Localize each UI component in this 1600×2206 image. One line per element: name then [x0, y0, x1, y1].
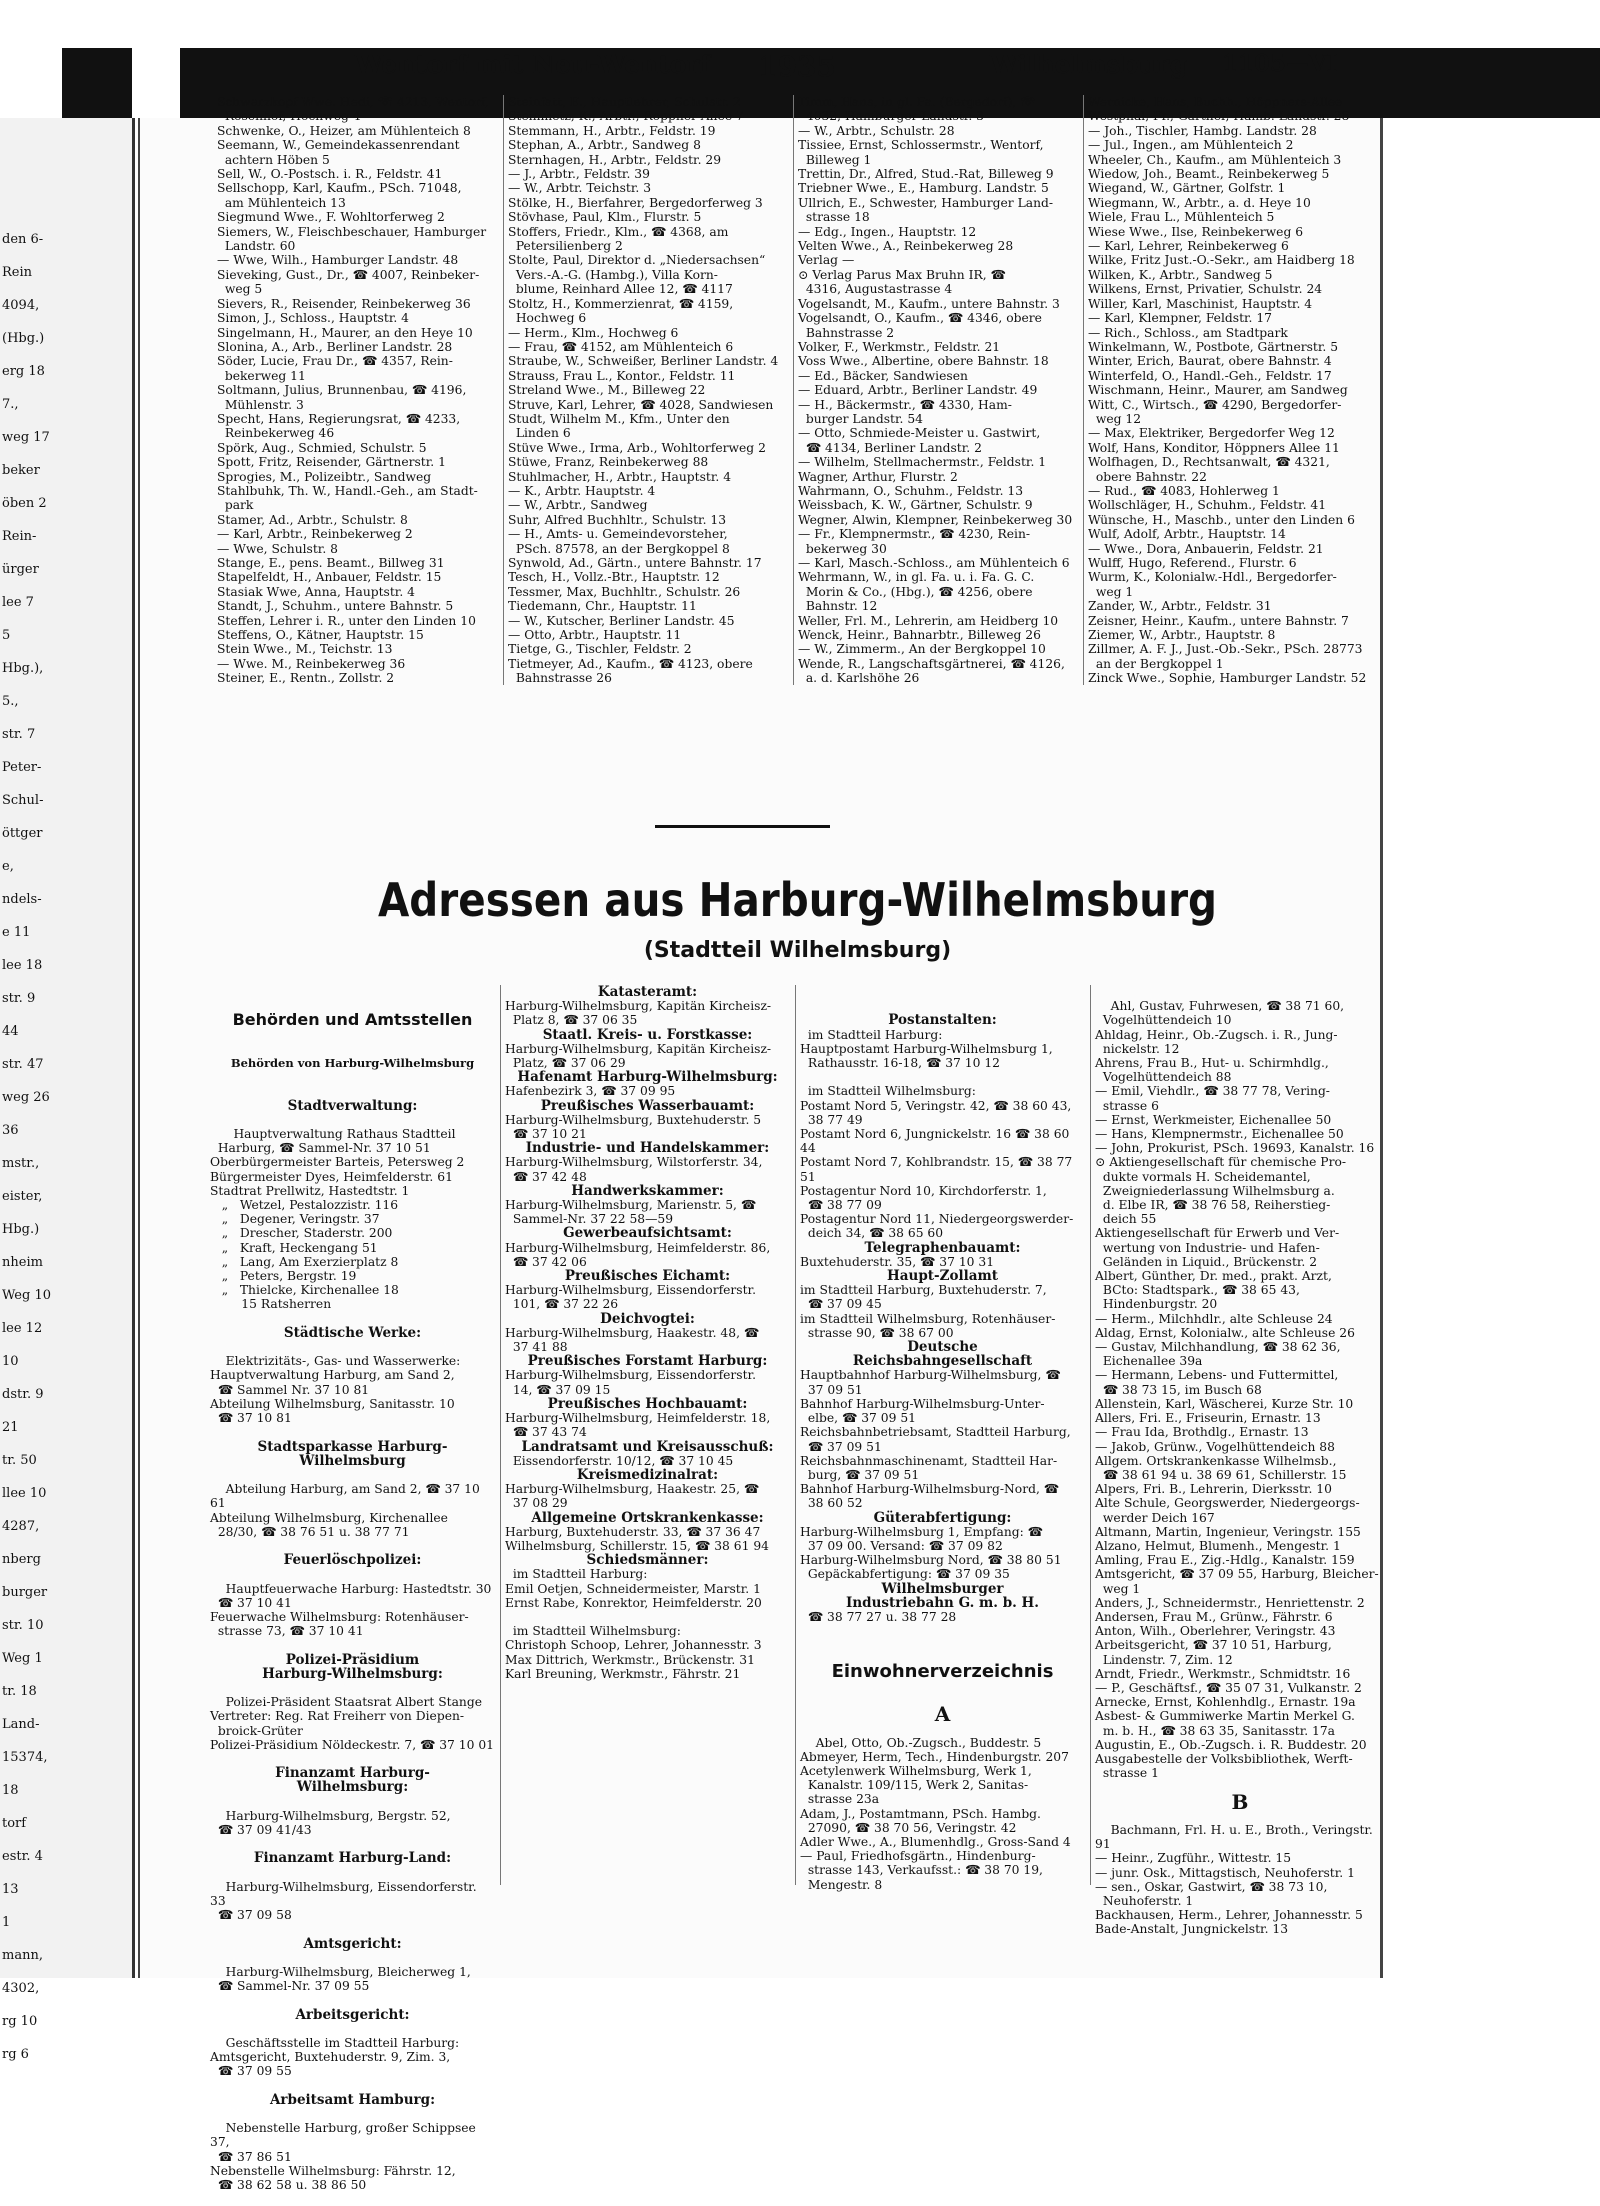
gutter-fragment: nheim	[2, 1255, 43, 1270]
gutter-fragment: 5.,	[2, 694, 19, 709]
entry-block: Nebenstelle Harburg, großer Schippsee 37, ☎ 37 86 51 Nebenstelle Wilhelmsburg: Fährstr. 12, ☎ 38 62 58 u. 38 86 50	[210, 2121, 476, 2193]
gutter-fragment: 4287,	[2, 1519, 40, 1534]
page-header	[220, 50, 1340, 90]
listing-column-1: Schwarzkopf Wwe. Hedi, ☎ 4213, Wentorf, Rosenhof, Hochweg 4 Schwenke, O., Heizer, am Mühlenteich 8 Seemann, W., Gemeindekassenrendant achtern Höben 5 Sell, W., O.-Postsch. i. R., Feldstr. 41 Sellschopp, Karl, Kaufm., PSch. 71048, am Mühlenteich 13 Siegmund Wwe., F. Wohltorferweg 2 Siemers, W., Fleischbeschauer, Hamburger Landstr. 60 — Wwe, Wilh., Hamburger Landstr. 48 Sieveking, Gust., Dr., ☎ 4007, Reinbeker- weg 5 Sievers, R., Reisender, Reinbekerweg 36 Simon, J., Schloss., Hauptstr. 4 Singelmann, H., Maurer, an den Heye 10 Slonina, A., Arb., Berliner Landstr. 28 Söder, Lucie, Frau Dr., ☎ 4357, Rein- bekerweg 11 Soltmann, Julius, Brunnenbau, ☎ 4196, Mühlenstr. 3 Specht, Hans, Regierungsrat, ☎ 4233, Reinbekerweg 46 Spörk, Aug., Schmied, Schulstr. 5 Spott, Fritz, Reisender, Gärtnerstr. 1 Sprogies, M., Polizeibtr., Sandweg Stahlbuhk, Th. W., Handl.-Geh., am Stadt- park Stamer, Ad., Arbtr., Schulstr. 8 — Karl, Arbtr., Reinbekerweg 2 — Wwe, Schulstr. 8 Stange, E., pens. Beamt., Billweg 31 Stapelfeldt, H., Anbauer, Feldstr. 15 Stasiak Wwe, Anna, Hauptstr. 4 Standt, J., Schuhm., untere Bahnstr. 5 Steffen, Lehrer i. R., unter den Linden 10 Steffens, O., Kätner, Hauptstr. 15 Stein Wwe., M., Teichstr. 13 — Wwe. M., Reinbekerweg 36 Steiner, E., Rentn., Zollstr. 2	[217, 95, 489, 686]
entry-block: ☎ 38 77 27 u. 38 77 28	[800, 1609, 957, 1624]
previous-page-edge	[0, 118, 135, 2062]
gutter-fragment: (Hbg.)	[2, 331, 45, 346]
gutter-fragment: ürger	[2, 562, 39, 577]
section-heading: Landratsamt und Kreisausschuß:	[521, 1438, 774, 1455]
entry-block: Hauptbahnhof Harburg-Wilhelmsburg, ☎ 37 09 51 Bahnhof Harburg-Wilhelmsburg-Unter- elbe, ☎ 37 09 51 Reichsbahnbetriebsamt, Stadtteil Harburg, ☎ 37 09 51 Reichsbahnmaschinenamt, Stadtteil Har- burg, ☎ 37 09 51 Bahnhof Harburg-Wilhelmsburg-Nord, ☎ 38 60 52	[800, 1368, 1071, 1511]
section-heading: Feuerlöschpolizei:	[283, 1552, 422, 1569]
gutter-fragment: den 6-	[2, 232, 44, 247]
authorities-column	[210, 985, 495, 2206]
gutter-fragment: lee 7	[2, 595, 34, 610]
resident-entries: Abel, Otto, Ob.-Zugsch., Buddestr. 5 Abmeyer, Herm, Tech., Hindenburgstr. 207 Acetylenwerk Wilhelmsburg, Werk 1, Kanalstr. 109/115, Werk 2, Sanitas- strasse 23a Adam, J., Postamtmann, PSch. Hambg. 27090, ☎ 38 70 56, Veringstr. 42 Adler Wwe., A., Blumenhdlg., Gross-Sand 4 — Paul, Friedhofsgärtn., Hindenburg- strasse 143, Verkaufsst.: ☎ 38 70 19, Mengestr. 8	[800, 1735, 1071, 1892]
entry-block: Harburg-Wilhelmsburg, Kapitän Kircheisz- Platz 8, ☎ 37 06 35	[505, 999, 772, 1028]
resident-entries: Bachmann, Frl. H. u. E., Broth., Veringstr. 91 — Heinr., Zugführ., Wittestr. 15 — junr. Osk., Mittagstisch, Neuhoferstr. 1 — sen., Oskar, Gastwirt, ☎ 38 73 10, Neuhoferstr. 1 Backhausen, Herm., Lehrer, Johannesstr. 5 Bade-Anstalt, Jungnickelstr. 13	[1095, 1822, 1373, 1937]
section-rule	[655, 825, 830, 828]
upper-listing	[215, 95, 1380, 700]
sub-title: (Stadtteil Wilhelmsburg)	[643, 938, 952, 963]
section-heading: Hafenamt Harburg-Wilhelmsburg:	[517, 1069, 778, 1086]
entry-block: Harburg-Wilhelmsburg, Eissendorferstr. 33 ☎ 37 09 58	[210, 1879, 477, 1923]
entry-block: im Stadtteil Harburg, Buxtehuderstr. 7, ☎ 37 09 45 im Stadtteil Wilhelmsburg, Rotenhäuser- strasse 90, ☎ 38 67 00	[800, 1283, 1056, 1340]
entry-block: Harburg-Wilhelmsburg, Kapitän Kircheisz- Platz, ☎ 37 06 29	[505, 1041, 772, 1071]
entry-block: Hauptfeuerwache Harburg: Hastedtstr. 30 ☎ 37 10 41 Feuerwache Wilhelmsburg: Rotenhäuser- strasse 73, ☎ 37 10 41	[210, 1581, 492, 1639]
entry-block: Harburg-Wilhelmsburg, Haakestr. 48, ☎ 37 41 88	[505, 1325, 760, 1355]
section-heading: Schiedsmänner:	[586, 1552, 709, 1569]
gutter-fragment: rg 10	[2, 2014, 38, 2029]
gutter-fragment: burger	[2, 1585, 48, 1600]
column-divider	[503, 95, 504, 685]
letter-heading-a: A	[934, 1702, 951, 1727]
entry-block: Polizei-Präsident Staatsrat Albert Stange Vertreter: Reg. Rat Freiherr von Diepen- broick-Grüter Polizei-Präsidium Nöldeckestr. 7, ☎ 37 10 01	[210, 1695, 494, 1752]
section-heading: Haupt-Zollamt	[887, 1268, 998, 1285]
gutter-fragment: Rein-	[2, 529, 37, 544]
section-heading: Arbeitsgericht:	[295, 2006, 410, 2023]
section-heading: Stadtverwaltung:	[287, 1097, 418, 1114]
gutter-fragment: e,	[2, 859, 14, 874]
film-edge-block	[62, 48, 132, 118]
entry-block: Harburg-Wilhelmsburg, Eissendorferstr. 14, ☎ 37 09 15	[505, 1368, 756, 1397]
entry-block: Geschäftsstelle im Stadtteil Harburg: Amtsgericht, Buxtehuderstr. 9, Zim. 3, ☎ 37 09 55	[210, 2036, 460, 2079]
gutter-fragment: 7.,	[2, 397, 19, 412]
gutter-fragment: 21	[2, 1420, 19, 1435]
section-heading: Finanzamt Harburg- Wilhelmsburg:	[275, 1765, 430, 1796]
gutter-fragment: lee 12	[2, 1321, 43, 1336]
lower-listing	[210, 984, 1380, 2193]
section-heading: Katasteramt:	[597, 984, 698, 1000]
entry-block: Harburg-Wilhelmsburg, Heimfelderstr. 86, ☎ 37 42 06	[505, 1240, 771, 1269]
gutter-fragment: 5	[2, 628, 11, 643]
gutter-fragment: 4094,	[2, 298, 40, 313]
gutter-fragment: öttger	[2, 826, 43, 841]
section-heading: Preußisches Wasserbauamt:	[540, 1097, 755, 1114]
section-heading: Preußisches Hochbauamt:	[547, 1395, 748, 1412]
column-divider	[793, 95, 794, 685]
listing-column-4: Wernicke, Hans, Buchh., Höppners-Allee Westphal, Fr., Gärtner, Hamb. Landstr. 28 — Joh., Tischler, Hambg. Landstr. 28 — Jul., Ingen., am Mühlenteich 2 Wheeler, Ch., Kaufm., am Mühlenteich 3 Wiedow, Joh., Beamt., Reinbekerweg 5 Wiegand, W., Gärtner, Golfstr. 1 Wiegmann, W., Arbtr., a. d. Heye 10 Wiele, Frau L., Mühlenteich 5 Wiese Wwe., Ilse, Reinbekerweg 6 — Karl, Lehrer, Reinbekerweg 6 Wilke, Fritz Just.-O.-Sekr., am Haidberg 18 Wilken, K., Arbtr., Sandweg 5 Wilkens, Ernst, Privatier, Schulstr. 24 Willer, Karl, Maschinist, Hauptstr. 4 — Karl, Klempner, Feldstr. 17 — Rich., Schloss., am Stadtpark Winkelmann, W., Postbote, Gärtnerstr. 5 Winter, Erich, Baurat, obere Bahnstr. 4 Winterfeld, O., Handl.-Geh., Feldstr. 17 Wischmann, Heinr., Maurer, am Sandweg Witt, C., Wirtsch., ☎ 4290, Bergedorfer- weg 12 — Max, Elektriker, Bergedorfer Weg 12 Wolf, Hans, Konditor, Höppners Allee 11 Wolfhagen, D., Rechtsanwalt, ☎ 4321, obere Bahnstr. 22 — Rud., ☎ 4083, Hohlerweg 1 Wollschläger, H., Schuhm., Feldstr. 41 Wünsche, H., Maschb., unter den Linden 6 Wulf, Adolf, Arbtr., Hauptstr. 14 — Wwe., Dora, Anbauerin, Feldstr. 21 Wulff, Hugo, Referend., Flurstr. 6 Wurm, K., Kolonialw.-Hdl., Bergedorfer- weg 1 Zander, W., Arbtr., Feldstr. 31 Zeisner, Heinr., Kaufm., untere Bahnstr. 7 Ziemer, W., Arbtr., Hauptstr. 8 Zillmer, A. F. J., Just.-Ob.-Sekr., PSch. 28773 an der Bergkoppel 1 Zinck Wwe., Sophie, Hamburger Landstr. 52	[1088, 95, 1367, 686]
gutter-fragment: weg 17	[2, 430, 50, 445]
gutter-fragment: 15374,	[2, 1750, 48, 1765]
header-section: Wentorf mit Neu-Wentorf	[355, 50, 711, 79]
listing-column-2: Steinfatt, E., Hauptlehrer, Schulstr. 2 Steinmetz, K., Arbtr., Roppner Allee 7 Stemmann, H., Arbtr., Feldstr. 19 Stephan, A., Arbtr., Sandweg 8 Sternhagen, H., Arbtr., Feldstr. 29 — J., Arbtr., Feldstr. 39 — W., Arbtr. Teichstr. 3 Stölke, H., Bierfahrer, Bergedorferweg 3 Stövhase, Paul, Klm., Flurstr. 5 Stoffers, Friedr., Klm., ☎ 4368, am Petersilienberg 2 Stolte, Paul, Direktor d. „Niedersachsen“ Vers.-A.-G. (Hambg.), Villa Korn- blume, Reinhard Allee 12, ☎ 4117 Stoltz, H., Kommerzienrat, ☎ 4159, Hochweg 6 — Herm., Klm., Hochweg 6 — Frau, ☎ 4152, am Mühlenteich 6 Straube, W., Schweißer, Berliner Landstr. 4 Strauss, Frau L., Kontor., Feldstr. 11 Streland Wwe., M., Billeweg 22 Struve, Karl, Lehrer, ☎ 4028, Sandwiesen Studt, Wilhelm M., Kfm., Unter den Linden 6 Stüve Wwe., Irma, Arb., Wohltorferweg 2 Stüwe, Franz, Reinbekerweg 88 Stuhlmacher, H., Arbtr., Hauptstr. 4 — K., Arbtr. Hauptstr. 4 — W., Arbtr., Sandweg Suhr, Alfred Buchhltr., Schulstr. 13 — H., Amts- u. Gemeindevorsteher, PSch. 87578, an der Bergkoppel 8 Synwold, Ad., Gärtn., untere Bahnstr. 17 Tesch, H., Vollz.-Btr., Hauptstr. 12 Tessmer, Max, Buchhltr., Schulstr. 26 Tiedemann, Chr., Hauptstr. 11 — W., Kutscher, Berliner Landstr. 45 — Otto, Arbtr., Hauptstr. 11 Tietge, G., Tischler, Feldstr. 2 Tietmeyer, Ad., Kaufm., ☎ 4123, obere Bahnstrasse 26	[508, 95, 779, 686]
section-heading: Arbeitsamt Hamburg:	[269, 2091, 436, 2108]
gutter-fragment: Weg 1	[2, 1651, 43, 1666]
resident-entries: Ahl, Gustav, Fuhrwesen, ☎ 38 71 60, Vogelhüttendeich 10 Ahldag, Heinr., Ob.-Zugsch. i. R., Jung- nickelstr. 12 Ahrens, Frau B., Hut- u. Schirmhdlg., Vogelhüttendeich 88 — Emil, Viehdlr., ☎ 38 77 78, Vering- strasse 6 — Ernst, Werkmeister, Eichenallee 50 — Hans, Klempnermstr., Eichenallee 50 — John, Prokurist, PSch. 19693, Kanalstr. 16 ⊙ Aktiengesellschaft für chemische Pro- dukte vormals H. Scheidemantel, Zweigniederlassung Wilhelmsburg a. d. Elbe IR, ☎ 38 76 58, Reiherstieg- deich 55 Aktiengesellschaft für Erwerb und Ver- wertung von Industrie- und Hafen- Geländen in Liquid., Brückenstr. 2 Albert, Günther, Dr. med., prakt. Arzt, BCto: Stadtspark., ☎ 38 65 43, Hindenburgstr. 20 — Herm., Milchhdlr., alte Schleuse 24 Aldag, Ernst, Kolonialw., alte Schleuse 26 — Gustav, Milchhandlung, ☎ 38 62 36, Eichenallee 39a — Hermann, Lebens- und Futtermittel, ☎ 38 73 15, im Busch 68 Allenstein, Karl, Wäscherei, Kurze Str. 10 Allers, Fri. E., Friseurin, Ernastr. 13 — Frau Ida, Brothdlg., Ernastr. 13 — Jakob, Grünw., Vogelhüttendeich 88 Allgem. Ortskrankenkasse Wilhelmsb., ☎ 38 61 94 u. 38 69 61, Schillerstr. 15 Alpers, Fri. B., Lehrerin, Dierksstr. 10 Alte Schule, Georgswerder, Niedergeorgs- werder Deich 167 Altmann, Martin, Ingenieur, Veringstr. 155 Alzano, Helmut, Blumenh., Mengestr. 1 Amling, Frau E., Zig.-Hdlg., Kanalstr. 159 Amtsgericht, ☎ 37 09 55, Harburg, Bleicher- weg 1 Anders, J., Schneidermstr., Henriettenstr. 2 Andersen, Frau M., Grünw., Fährstr. 6 Anton, Wilh., Oberlehrer, Veringstr. 43 Arbeitsgericht, ☎ 37 10 51, Harburg, Lindenstr. 7, Zim. 12 Arndt, Friedr., Werkmstr., Schmidtstr. 16 — P., Geschäftsf., ☎ 35 07 31, Vulkanstr. 2 Arnecke, Ernst, Kohlenhdlg., Ernastr. 19a Asbest- & Gummiwerke Martin Merkel G. m. b. H., ☎ 38 63 35, Sanitasstr. 17a Augustin, E., Ob.-Zugsch. i. R. Buddestr. 20 Ausgabestelle der Volksbibliothek, Werft- strasse 1	[1095, 999, 1379, 1781]
section-heading: Polizei-Präsidium Harburg-Wilhelmsburg:	[262, 1651, 443, 1682]
gutter-fragment: str. 10	[2, 1618, 44, 1633]
entry-block: Buxtehuderstr. 35, ☎ 37 10 31	[800, 1254, 995, 1269]
gutter-fragment: str. 7	[2, 727, 36, 742]
gutter-fragment: 44	[2, 1024, 19, 1039]
letter-heading-b: B	[1231, 1789, 1249, 1814]
gutter-fragment: 10	[2, 1354, 19, 1369]
gutter-fragment: 13	[2, 1882, 19, 1897]
gutter-fragment: 18	[2, 1783, 19, 1798]
header-city: Wilhelmsburg	[990, 50, 1188, 79]
section-heading: Preußisches Eichamt:	[564, 1268, 731, 1285]
gutter-fragment: erg 18	[2, 364, 45, 379]
gutter-fragment: estr. 4	[2, 1849, 43, 1864]
entry-block: im Stadtteil Harburg: Emil Oetjen, Schneidermeister, Marstr. 1 Ernst Rabe, Konrektor, Heimfelderstr. 20 im Stadtteil Wilhelmsburg: Christoph Schoop, Lehrer, Johannesstr. 3 Max Dittrich, Werkmstr., Brückenstr. 31 Karl Breuning, Werkmstr., Fährstr. 21	[505, 1567, 762, 1681]
gutter-fragment: mstr.,	[2, 1156, 40, 1171]
gutter-fragment: e 11	[2, 925, 31, 940]
entry-block: Elektrizitäts-, Gas- und Wasserwerke: Hauptverwaltung Harburg, am Sand 2, ☎ Sammel Nr. 37 10 81 Abteilung Wilhelmsburg, Sanitasstr. 10 ☎ 37 10 81	[210, 1354, 461, 1426]
gutter-fragment: Weg 10	[2, 1288, 51, 1303]
entry-block: Harburg-Wilhelmsburg, Haakestr. 25, ☎ 37 08 29	[505, 1482, 760, 1511]
gutter-fragment: Hbg.)	[2, 1222, 40, 1237]
gutter-fragment: öben 2	[2, 496, 47, 511]
section-heading: Handwerkskammer:	[571, 1182, 724, 1199]
gutter-fragment: tr. 18	[2, 1684, 37, 1699]
gutter-fragment: 4302,	[2, 1981, 40, 1996]
gutter-fragment: Land-	[2, 1717, 40, 1732]
section-heading: Finanzamt Harburg-Land:	[253, 1850, 452, 1867]
entry-block: im Stadtteil Harburg: Hauptpostamt Harburg-Wilhelmsburg 1, Rathausstr. 16-18, ☎ 37 10 12 im Stadtteil Wilhelmsburg: Postamt Nord 5, Veringstr. 42, ☎ 38 60 43, 38 77 49 Postamt Nord 6, Jungnickelstr. 16 ☎ 38 60 44 Postamt Nord 7, Kohlbrandstr. 15, ☎ 38 77 51 Postagentur Nord 10, Kirchdorferstr. 1, ☎ 38 77 09 Postagentur Nord 11, Niedergeorgswerder- deich 34, ☎ 38 65 60	[800, 1027, 1074, 1241]
section-heading: Kreismedizinalrat:	[576, 1466, 719, 1483]
gutter-fragment: Peter-	[2, 760, 42, 775]
offices-column	[505, 985, 790, 1681]
main-title: Adressen aus Harburg-Wilhelmsburg	[377, 873, 1218, 927]
film-margin	[0, 0, 1600, 48]
section-heading: Gewerbeaufsichtsamt:	[563, 1225, 732, 1242]
gutter-fragment: ndels-	[2, 892, 42, 907]
gutter-fragment: llee 10	[2, 1486, 47, 1501]
gutter-fragment: rg 6	[2, 2047, 29, 2062]
section-heading: Güterabfertigung:	[873, 1509, 1012, 1526]
gutter-fragment: lee 18	[2, 958, 43, 973]
section-heading: Preußisches Forstamt Harburg:	[527, 1353, 768, 1370]
residents-column	[1095, 985, 1385, 1951]
entry-block: Abteilung Harburg, am Sand 2, ☎ 37 10 61 Abteilung Wilhelmsburg, Kirchenallee 28/30, ☎ 38 76 51 u. 38 77 71	[210, 1482, 480, 1539]
column-divider	[500, 985, 501, 1885]
section-heading: Stadtsparkasse Harburg- Wilhelmsburg	[257, 1438, 448, 1469]
entry-block: Harburg-Wilhelmsburg, Marienstr. 5, ☎ Sammel-Nr. 37 22 58—59	[505, 1198, 757, 1227]
entry-block: Harburg-Wilhelmsburg 1, Empfang: ☎ 37 09 00. Versand: ☎ 37 09 82 Harburg-Wilhelmsburg Nord, ☎ 38 80 51 Gepäckabfertigung: ☎ 37 09 35	[800, 1524, 1062, 1582]
gutter-fragment: weg 26	[2, 1090, 50, 1105]
entry-block: Eissendorferstr. 10/12, ☎ 37 10 45	[505, 1453, 734, 1468]
header-page-number: 1105—VI	[1222, 50, 1338, 77]
column-divider	[1083, 95, 1084, 685]
section-heading: Postanstalten:	[888, 1012, 997, 1029]
entry-block: Harburg-Wilhelmsburg, Buxtehuderstr. 5 ☎ 37 10 21	[505, 1112, 762, 1142]
postal-entries	[800, 1013, 1085, 1624]
gutter-fragment: mann,	[2, 1948, 43, 1963]
gutter-fragment: 36	[2, 1123, 19, 1138]
postal-column	[800, 985, 1085, 1906]
gutter-fragment: str. 9	[2, 991, 36, 1006]
section-heading: Deutsche Reichsbahngesellschaft	[852, 1339, 1033, 1370]
section-heading: Amtsgericht:	[303, 1935, 402, 1952]
gutter-fragment: Hbg.),	[2, 661, 44, 676]
gutter-fragment: nberg	[2, 1552, 41, 1567]
listing-column-3: Timm, Hans, in gl. Fa. (Bergedorf), ☎ 4032, Hamburger Landstr. 3 — W., Arbtr., Schulstr. 28 Tissiee, Ernst, Schlossermstr., Wentorf, Billeweg 1 Trettin, Dr., Alfred, Stud.-Rat, Billeweg 9 Triebner Wwe., E., Hamburg. Landstr. 5 Ullrich, E., Schwester, Hamburger Land- strasse 18 — Edg., Ingen., Hauptstr. 12 Velten Wwe., A., Reinbekerweg 28 Verlag — ⊙ Verlag Parus Max Bruhn IR, ☎ 4316, Augustastrasse 4 Vogelsandt, M., Kaufm., untere Bahnstr. 3 Vogelsandt, O., Kaufm., ☎ 4346, obere Bahnstrasse 2 Volker, F., Werkmstr., Feldstr. 21 Voss Wwe., Albertine, obere Bahnstr. 18 — Ed., Bäcker, Sandwiesen — Eduard, Arbtr., Berliner Landstr. 49 — H., Bäckermstr., ☎ 4330, Ham- burger Landstr. 54 — Otto, Schmiede-Meister u. Gastwirt, ☎ 4134, Berliner Landstr. 2 — Wilhelm, Stellmachermstr., Feldstr. 1 Wagner, Arthur, Flurstr. 2 Wahrmann, O., Schuhm., Feldstr. 13 Weissbach, K. W., Gärtner, Schulstr. 9 Wegner, Alwin, Klempner, Reinbekerweg 30 — Fr., Klempnermstr., ☎ 4230, Rein- bekerweg 30 — Karl, Masch.-Schloss., am Mühlenteich 6 Wehrmann, W., in gl. Fa. u. i. Fa. G. C. Morin & Co., (Hbg.), ☎ 4256, obere Bahnstr. 12 Weller, Frl. M., Lehrerin, am Heidberg 10 Wenck, Heinr., Bahnarbtr., Billeweg 26 — W., Zimmerm., An der Bergkoppel 10 Wende, R., Langschaftsgärtnerei, ☎ 4126, a. d. Karlshöhe 26	[798, 95, 1073, 686]
gutter-fragment: 1	[2, 1915, 11, 1930]
column-divider	[795, 985, 796, 1885]
section-heading: Behörden von Harburg-Wilhelmsburg	[230, 1056, 475, 1071]
section-heading: Wilhelmsburger Industriebahn G. m. b. H.	[846, 1580, 1039, 1611]
entry-block: Harburg-Wilhelmsburg, Bleicherweg 1, ☎ Sammel-Nr. 37 09 55	[217, 1965, 471, 1994]
entry-block: Harburg-Wilhelmsburg, Bergstr. 52, ☎ 37 09 41/43	[217, 1808, 451, 1837]
header-year: 1935	[758, 50, 836, 83]
section-heading: Telegraphenbauamt:	[864, 1239, 1021, 1256]
entry-block: Hauptverwaltung Rathaus Stadtteil Harburg, ☎ Sammel-Nr. 37 10 51 Oberbürgermeister Barteis, Petersweg 2 Bürgermeister Dyes, Heimfelderstr. 61 Stadtrat Prellwitz, Hastedtstr. 1 „ Wetzel, Pestalozzistr. 116 „ Degener, Veringstr. 37 „ Drescher, Staderstr. 200 „ Kraft, Heckengang 51 „ Lang, Am Exerzierplatz 8 „ Peters, Bergstr. 19 „ Thielcke, Kirchenallee 18 15 Ratsherren	[210, 1127, 465, 1312]
gutter-fragment: beker	[2, 463, 40, 478]
section-heading: Deichvogtei:	[600, 1310, 695, 1327]
section-heading: Industrie- und Handelskammer:	[525, 1140, 770, 1157]
entry-block: Harburg-Wilhelmsburg, Eissendorferstr. 101, ☎ 37 22 26	[505, 1283, 756, 1312]
gutter-fragment: torf	[2, 1816, 27, 1831]
gutter-fragment: str. 47	[2, 1057, 44, 1072]
entry-block: Harburg, Buxtehuderstr. 33, ☎ 37 36 47 Wilhelmsburg, Schillerstr. 15, ☎ 38 61 94	[505, 1524, 769, 1553]
gutter-fragment: eister,	[2, 1189, 43, 1204]
gutter-fragment: Schul-	[2, 793, 44, 808]
residents-heading: Einwohnerverzeichnis	[831, 1660, 1054, 1682]
gutter-fragment: Rein	[2, 265, 33, 280]
section-heading: Städtische Werke:	[283, 1324, 422, 1341]
section-heading: Staatl. Kreis- u. Forstkasse:	[542, 1026, 753, 1043]
column-divider	[1090, 985, 1091, 1885]
entry-block: Hafenbezirk 3, ☎ 37 09 95	[505, 1084, 676, 1099]
section-heading: Behörden und Amtsstellen	[232, 1010, 473, 1030]
gutter-fragment: dstr. 9	[2, 1387, 44, 1402]
section-heading: Allgemeine Ortskrankenkasse:	[531, 1509, 764, 1526]
gutter-fragment: tr. 50	[2, 1453, 37, 1468]
entry-block: Harburg-Wilhelmsburg, Wilstorferstr. 34, ☎ 37 42 48	[505, 1155, 763, 1184]
entry-block: Harburg-Wilhelmsburg, Heimfelderstr. 18, ☎ 37 43 74	[505, 1411, 771, 1440]
